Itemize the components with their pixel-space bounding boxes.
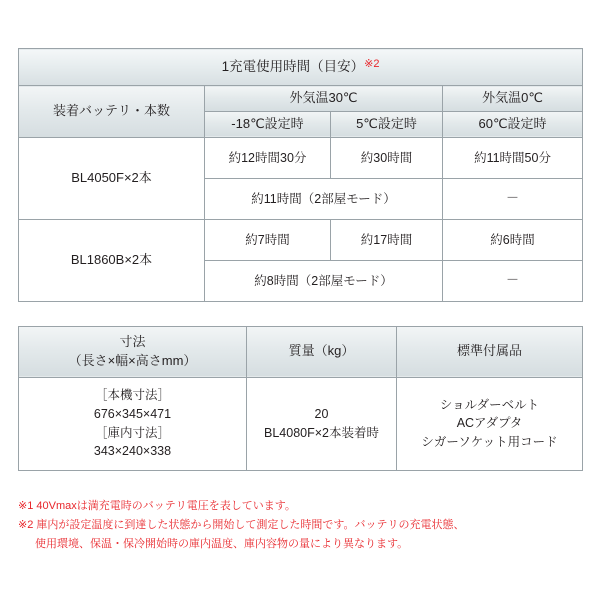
footnote-marker-2: ※2 xyxy=(364,58,380,71)
row2-value-60: 約6時間 xyxy=(443,219,583,260)
footnote-1: ※1 40Vmaxは満充電時のバッテリ電圧を表しています。 xyxy=(18,499,296,512)
footnote-2: ※2 庫内が設定温度に到達した状態から開始して測定した時間です。バッテリの充電状態、 xyxy=(18,518,465,531)
runtime-table xyxy=(18,48,583,302)
cell-accessories xyxy=(397,377,583,470)
table-row xyxy=(19,137,583,178)
col-header-set-minus18: -18℃設定時 xyxy=(205,111,331,137)
table-row xyxy=(19,219,583,260)
col-header-set-5: 5℃設定時 xyxy=(331,111,443,137)
col-header-ambient-0: 外気温0℃ xyxy=(443,86,583,112)
row1-value-minus18: 約12時間30分 xyxy=(205,137,331,178)
weight-value: 20 xyxy=(314,406,329,421)
dimensions-header-line1: 寸法 xyxy=(119,333,146,349)
row2-tworoom-0: － xyxy=(443,260,583,301)
dimension-line-4: 343×240×338 xyxy=(93,444,172,459)
row1-tworoom-30: 約11時間（2部屋モード） xyxy=(205,178,443,219)
row-battery-label-1: BL4050F×2本 xyxy=(19,137,205,219)
cell-weight xyxy=(247,377,397,470)
weight-note: BL4080F×2本装着時 xyxy=(264,425,379,440)
row2-value-5: 約17時間 xyxy=(331,219,443,260)
col-header-set-60: 60℃設定時 xyxy=(443,111,583,137)
accessory-line-2: ACアダプタ xyxy=(456,416,523,431)
row1-value-60: 約11時間50分 xyxy=(443,137,583,178)
col-header-battery: 装着バッテリ・本数 xyxy=(19,86,205,138)
row2-value-minus18: 約7時間 xyxy=(205,219,331,260)
dimension-line-3: ［庫内寸法］ xyxy=(94,425,170,440)
dimensions-header-line2: （長さ×幅×高さmm） xyxy=(68,352,197,368)
footnote-2-continued: 使用環境、保温・保冷開始時の庫内温度、庫内容物の量により異なります。 xyxy=(35,538,409,551)
col-header-accessories: 標準付属品 xyxy=(397,326,583,377)
dimension-line-2: 676×345×471 xyxy=(93,406,172,421)
cell-dimensions xyxy=(19,377,247,470)
col-header-weight: 質量（kg） xyxy=(247,326,397,377)
col-header-ambient-30: 外気温30℃ xyxy=(205,86,443,112)
dimensions-table xyxy=(18,326,583,471)
footnotes xyxy=(18,497,582,555)
runtime-table-title xyxy=(19,49,583,86)
runtime-title-text: 1充電使用時間（目安） xyxy=(221,59,365,75)
row1-tworoom-0: － xyxy=(443,178,583,219)
accessory-line-3: シガーソケット用コード xyxy=(421,435,558,450)
row2-tworoom-30: 約8時間（2部屋モード） xyxy=(205,260,443,301)
dimension-line-1: ［本機寸法］ xyxy=(94,388,170,403)
table-gap xyxy=(18,302,582,326)
row1-value-5: 約30時間 xyxy=(331,137,443,178)
col-header-dimensions xyxy=(19,326,247,377)
table-row xyxy=(19,377,583,470)
accessory-line-1: ショルダーベルト xyxy=(439,397,540,412)
row-battery-label-2: BL1860B×2本 xyxy=(19,219,205,301)
